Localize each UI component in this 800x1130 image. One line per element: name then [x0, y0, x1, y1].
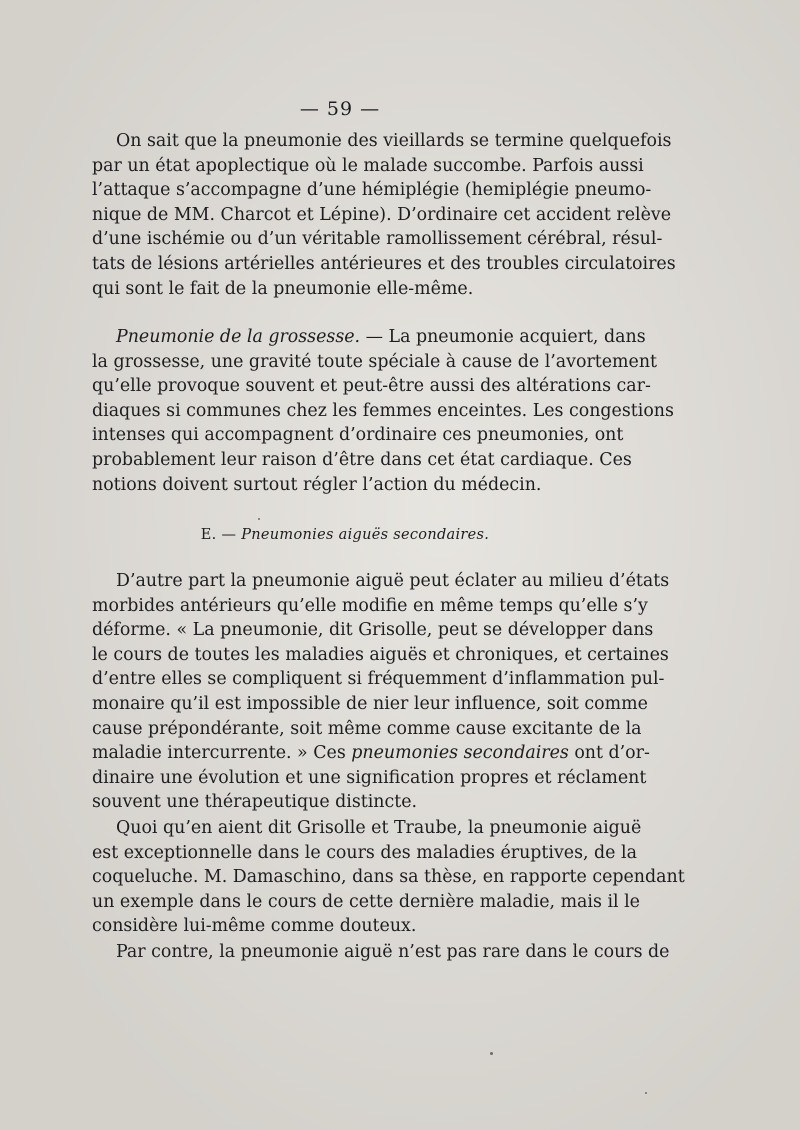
text-line: cause prépondérante, soit même comme cause excitante de la	[92, 718, 642, 739]
text-line: On sait que la pneumonie des vieillards se termine quelquefois	[116, 131, 672, 151]
text-line: tats de lésions artérielles antérieures et des troubles circulatoires	[92, 253, 676, 274]
run-in-title: Pneumonie de la grossesse.	[116, 327, 361, 347]
paragraph-par-contre	[92, 940, 670, 965]
text-line: l’attaque s’accompagne d’une hémiplégie (hemiplégie pneumo-	[92, 180, 652, 201]
text-line: est exceptionnelle dans le cours des maladies éruptives, de la	[92, 842, 637, 863]
text-line: un exemple dans le cours de cette dernière maladie, mais il le	[92, 891, 640, 912]
text-line: diaques si communes chez les femmes enceintes. Les congestions	[92, 400, 674, 421]
section-title: Pneumonies aiguës secondaires.	[241, 527, 490, 543]
paragraph-grossesse	[92, 325, 674, 497]
text-line: monaire qu’il est impossible de nier leur influence, soit comme	[92, 693, 648, 714]
section-label: E. —	[200, 527, 237, 543]
text-line: la grossesse, une gravité toute spéciale à cause de l’avortement	[92, 351, 658, 372]
paragraph-secondaires	[92, 569, 670, 815]
text-line: considère lui-même comme douteux.	[92, 916, 417, 937]
text-line: morbides antérieurs qu’elle modifie en même temps qu’elle s’y	[92, 595, 648, 616]
italic-term: pneumonies secondaires	[351, 743, 569, 764]
text-line: Par contre, la pneumonie aiguë n’est pas rare dans le cours de	[116, 942, 670, 962]
text-run: maladie intercurrente. » Ces	[92, 743, 346, 764]
text-line	[92, 741, 650, 766]
text-line: notions doivent surtout régler l’action du médecin.	[92, 474, 542, 495]
text-line: dinaire une évolution et une signification propres et réclament	[92, 767, 647, 788]
text-line: coqueluche. M. Damaschino, dans sa thèse, en rapporte cependant	[92, 867, 685, 888]
paper-speck	[490, 1052, 493, 1055]
text-line	[92, 325, 646, 350]
text-line: le cours de toutes les maladies aiguës et chroniques, et certaines	[92, 644, 669, 665]
text-line: D’autre part la pneumonie aiguë peut éclater au milieu d’états	[116, 571, 670, 591]
paragraph-eruptives	[92, 816, 685, 939]
text-line: qui sont le fait de la pneumonie elle-même.	[92, 278, 474, 299]
text-line: qu’elle provoque souvent et peut-être aussi des altérations car-	[92, 376, 651, 397]
text-line: d’entre elles se compliquent si fréquemment d’inflammation pul-	[92, 669, 665, 690]
text-line: intenses qui accompagnent d’ordinaire ces pneumonies, ont	[92, 425, 624, 446]
paper-speck	[258, 518, 260, 520]
text-line: souvent une thérapeutique distincte.	[92, 792, 418, 813]
text-run: ont d’or-	[574, 743, 650, 764]
text-line: d’une ischémie ou d’un véritable ramollissement cérébral, résul-	[92, 229, 663, 250]
text-line: par un état apoplectique où le malade succombe. Parfois aussi	[92, 155, 644, 176]
page-number: — 59 —	[299, 98, 381, 120]
text-line: probablement leur raison d’être dans cet état cardiaque. Ces	[92, 449, 632, 470]
text-run: — La pneumonie acquiert, dans	[365, 327, 646, 347]
text-line: nique de MM. Charcot et Lépine). D’ordinaire cet accident relève	[92, 204, 672, 225]
paper-speck	[645, 1092, 647, 1094]
text-line: déforme. « La pneumonie, dit Grisolle, peut se développer dans	[92, 620, 654, 641]
text-line: Quoi qu’en aient dit Grisolle et Traube, la pneumonie aiguë	[116, 818, 642, 838]
paragraph-vieillards	[92, 129, 676, 301]
section-heading	[0, 527, 690, 543]
